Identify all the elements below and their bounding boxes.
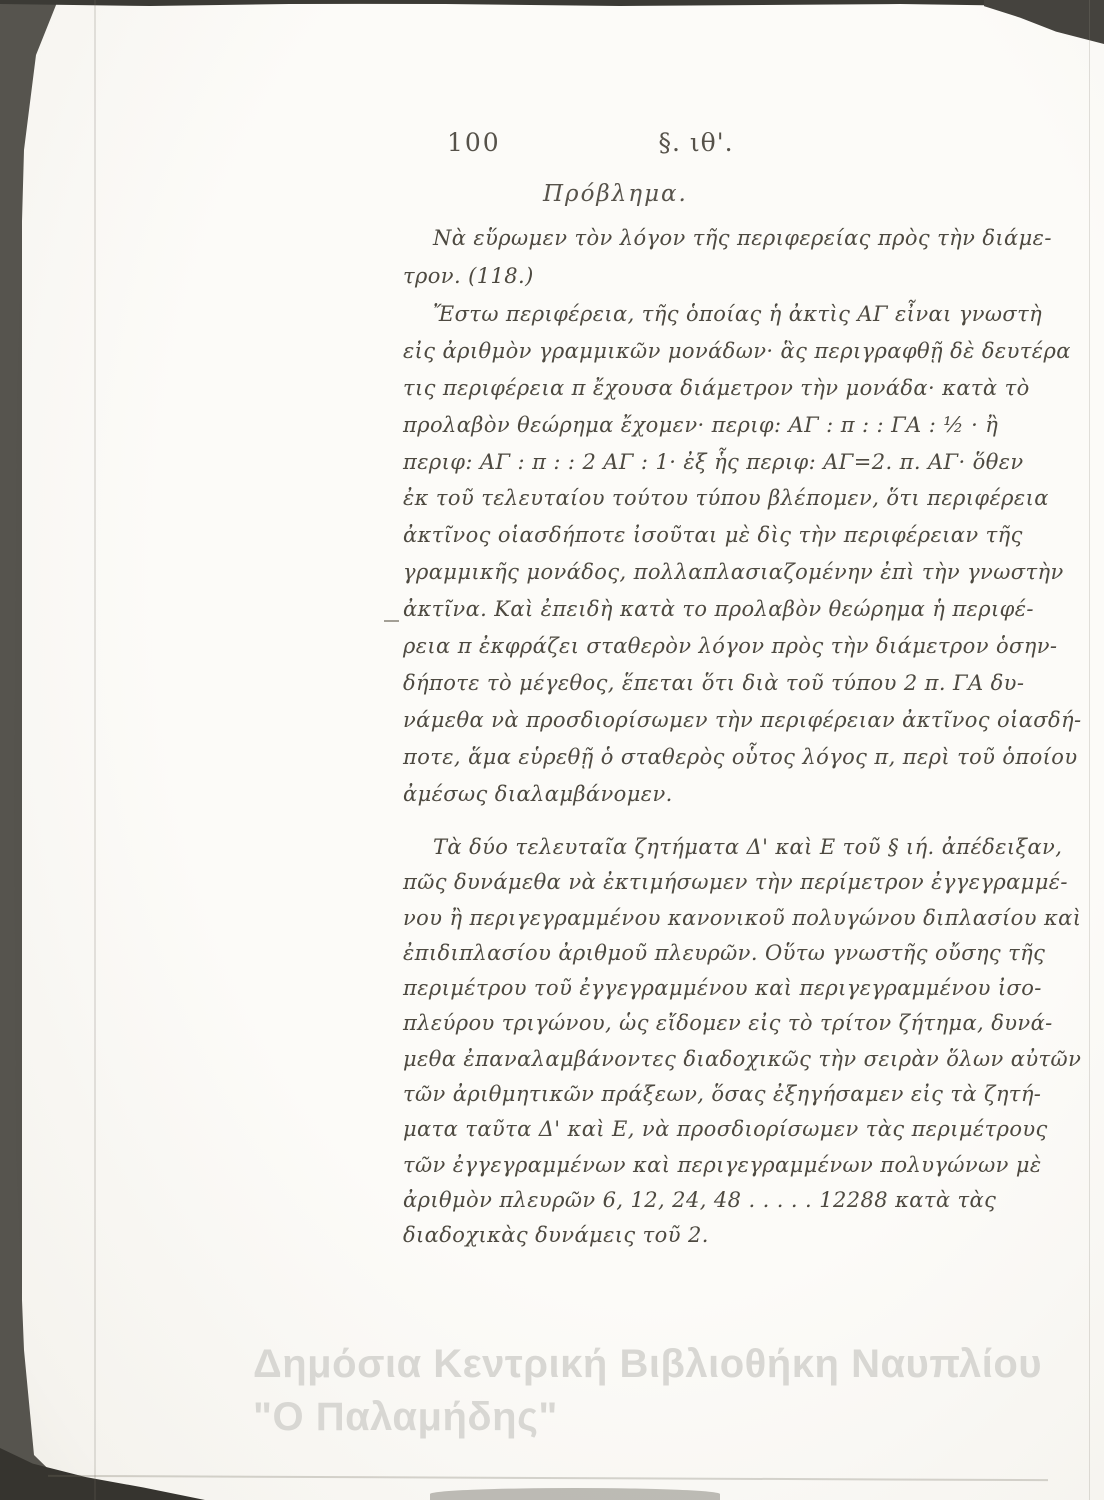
- text-line: περιμέτρου τοῦ ἐγγεγραμμένου καὶ περιγεγραμμένου ἰσο-: [403, 976, 1042, 1001]
- section-heading: §. ιθ'.: [658, 128, 734, 157]
- solution-paragraph: [403, 296, 1082, 812]
- text-line: γραμμικῆς μονάδος, πολλαπλασιαζομένην ἐπὶ τὴν γνωστὴν: [403, 560, 1064, 585]
- text-line: περιφ: ΑΓ : π : : 2 ΑΓ : 1· ἐξ ἧς περιφ: ΑΓ=2. π. ΑΓ· ὅθεν: [403, 449, 1024, 474]
- text-line: τις περιφέρεια π ἔχουσα διάμετρον τὴν μονάδα· κατὰ τὸ: [403, 375, 1030, 400]
- text-line: τρον. (118.): [403, 264, 534, 288]
- text-line: εἰς ἀριθμὸν γραμμικῶν μονάδων· ἃς περιγραφθῇ δὲ δευτέρα: [403, 338, 1071, 363]
- text-line: διαδοχικὰς δυνάμεις τοῦ 2.: [403, 1223, 709, 1248]
- library-watermark: [253, 1338, 1073, 1444]
- text-line: ποτε, ἅμα εὑρεθῇ ὁ σταθερὸς οὗτος λόγος π, περὶ τοῦ ὁποίου: [403, 744, 1078, 769]
- text-line: προλαβὸν θεώρημα ἔχομεν· περιφ: ΑΓ : π : : ΓΑ : ½ · ἢ: [403, 412, 999, 437]
- text-line: πλεύρου τριγώνου, ὡς εἴδομεν εἰς τὸ τρίτον ζήτημα, δυνά-: [403, 1011, 1053, 1036]
- running-header: [403, 128, 989, 158]
- text-line: μεθα ἐπαναλαμβάνοντες διαδοχικῶς τὴν σειρὰν ὅλων αὐτῶν: [403, 1046, 1082, 1071]
- text-line: ματα ταῦτα Δ' καὶ Ε, νὰ προσδιορίσωμεν τὰς περιμέτρους: [403, 1117, 1048, 1142]
- text-line: ἀριθμὸν πλευρῶν 6, 12, 24, 48 . . . . . 12288 κατὰ τὰς: [403, 1187, 997, 1212]
- problem-heading: Πρόβλημα.: [543, 181, 688, 207]
- text-line: ἀμέσως διαλαμβάνομεν.: [403, 781, 673, 806]
- text-line: Ἔστω περιφέρεια, τῆς ὁποίας ἡ ἀκτὶς ΑΓ εἶναι γνωστὴ: [433, 302, 1043, 326]
- text-line: Τὰ δύο τελευταῖα ζητήματα Δ' καὶ Ε τοῦ § ιή. ἀπέδειξαν,: [433, 835, 1063, 859]
- scan-smudge-bottom: [430, 1488, 720, 1500]
- text-line: δήποτε τὸ μέγεθος, ἕπεται ὅτι διὰ τοῦ τύπου 2 π. ΓΑ δυ-: [403, 670, 1025, 695]
- text-line: ἀκτῖνα. Καὶ ἐπειδὴ κατὰ το προλαβὸν θεώρημα ἡ περιφέ-: [403, 597, 1034, 622]
- page-number: 100: [447, 128, 501, 157]
- text-line: νάμεθα νὰ προσδιορίσωμεν τὴν περιφέρειαν ἀκτῖνος οἱασδή-: [403, 707, 1082, 732]
- watermark-line1: Δημόσια Κεντρική Βιβλιοθήκη Ναυπλίου: [253, 1342, 1043, 1386]
- page-edge-right: [1089, 0, 1090, 1500]
- watermark-line2: "Ο Παλαμήδης": [253, 1395, 558, 1439]
- discussion-paragraph: [403, 830, 1082, 1254]
- text-line: ἐπιδιπλασίου ἀριθμοῦ πλευρῶν. Οὕτω γνωστῆς οὔσης τῆς: [403, 940, 1046, 965]
- text-line: πῶς δυνάμεθα νὰ ἐκτιμήσωμεν τὴν περίμετρον ἐγγεγραμμέ-: [403, 870, 1068, 895]
- text-line: τῶν ἐγγεγραμμένων καὶ περιγεγραμμένων πολυγώνων μὲ: [403, 1152, 1042, 1177]
- text-line: ἐκ τοῦ τελευταίου τούτου τύπου βλέπομεν, ὅτι περιφέρεια: [403, 486, 1049, 511]
- text-line: ἀκτῖνος οἱασδήποτε ἰσοῦται μὲ δὶς τὴν περιφέρειαν τῆς: [403, 523, 1023, 548]
- text-line: νου ἢ περιγεγραμμένου κανονικοῦ πολυγώνου διπλασίου καὶ: [403, 905, 1082, 930]
- text-line: ρεια π ἐκφράζει σταθερὸν λόγον πρὸς τὴν διάμετρον ὁσην-: [403, 634, 1058, 659]
- text-line: Νὰ εὕρωμεν τὸν λόγον τῆς περιφερείας πρὸς τὴν διάμε-: [433, 226, 1052, 250]
- text-line: τῶν ἀριθμητικῶν πράξεων, ὅσας ἐξηγήσαμεν εἰς τὰ ζητή-: [403, 1082, 1042, 1107]
- problem-statement-paragraph: [403, 219, 1052, 295]
- margin-mark: [384, 620, 399, 622]
- page-crease-vertical: [94, 0, 96, 1500]
